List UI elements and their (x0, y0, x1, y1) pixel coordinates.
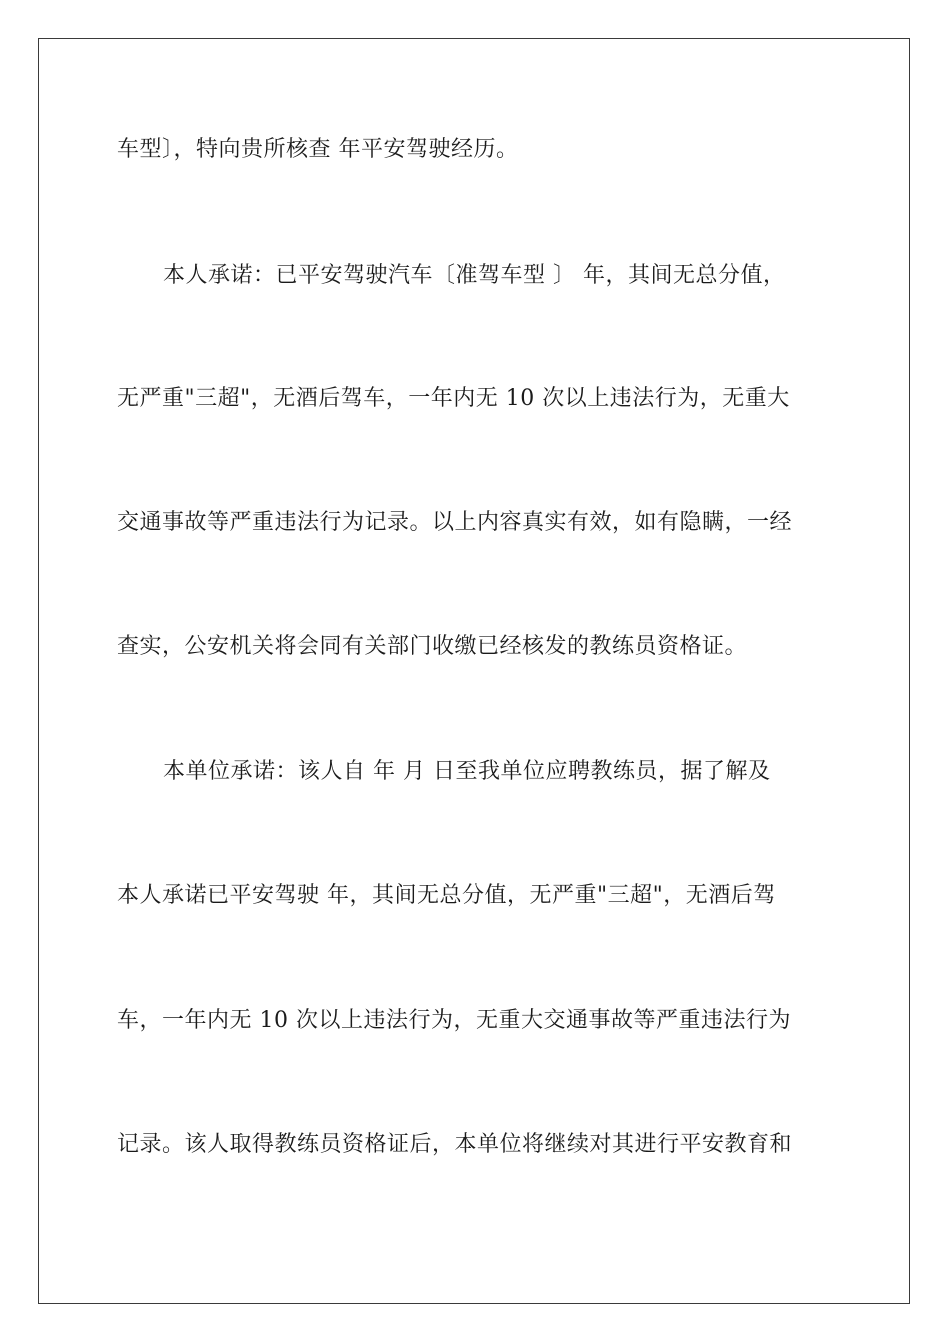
text-line-1: 车型〕，特向贵所核查 年平安驾驶经历。 (117, 137, 519, 162)
text-line-5: 查实，公安机关将会同有关部门收缴已经核发的教练员资格证。 (117, 634, 748, 659)
text-line-3: 无严重"三超"，无酒后驾车，一年内无 10 次以上违法行为，无重大 (117, 386, 790, 411)
text-line-4: 交通事故等严重违法行为记录。以上内容真实有效，如有隐瞒，一经 (117, 510, 793, 535)
text-line-2-personal-pledge: 本人承诺：已平安驾驶汽车〔准驾车型 〕 年，其间无总分值， (163, 263, 786, 288)
page-border (38, 38, 910, 1304)
text-line-8: 车，一年内无 10 次以上违法行为，无重大交通事故等严重违法行为 (117, 1008, 791, 1033)
text-line-6-unit-pledge: 本单位承诺：该人自 年 月 日至我单位应聘教练员，据了解及 (163, 759, 771, 784)
text-line-9: 记录。该人取得教练员资格证后，本单位将继续对其进行平安教育和 (117, 1132, 793, 1157)
text-line-7: 本人承诺已平安驾驶 年，其间无总分值，无严重"三超"，无酒后驾 (117, 883, 776, 908)
